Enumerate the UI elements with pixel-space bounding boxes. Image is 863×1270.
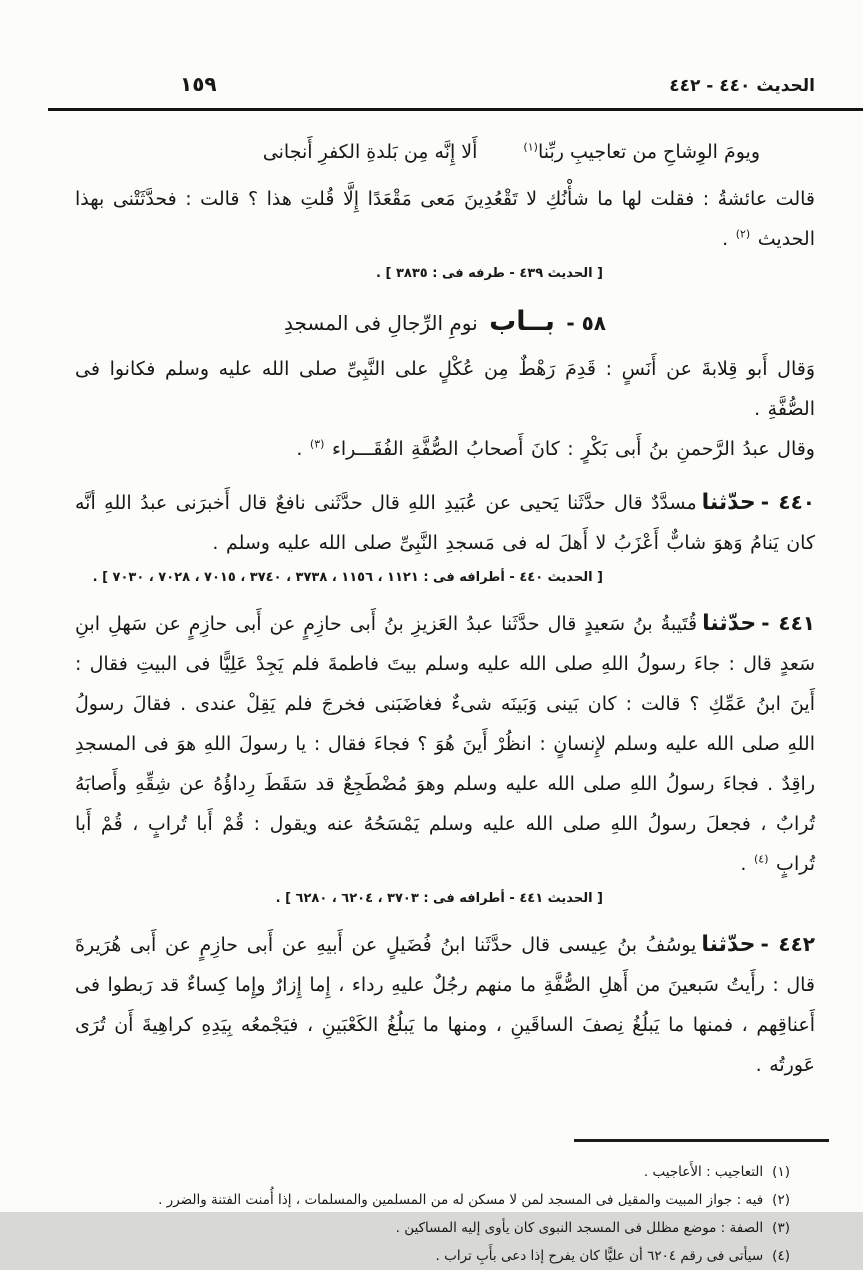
page-number: ١٥٩ bbox=[180, 72, 217, 96]
chapter-heading bbox=[75, 300, 815, 345]
hadith-440-reference: [ الحديث ٤٤٠ - أطرافه فى : ١١٢١ ، ١١٥٦ ، ٣٧٣٨ ، ٣٧٤٠ ، ٧٠١٥ ، ٧٠٢٨ ، ٧٠٣٠ ] . bbox=[92, 570, 603, 585]
footnote-1-marker: (١) bbox=[772, 1164, 790, 1180]
aisha-paragraph-text: قالت عائشةُ : فقلت لها ما شأْنُكِ لا تَقْعُدِينَ مَعى مَقْعَدًا إِلَّا قُلتِ هذا ؟ قالت : فحدَّثَتْنى بهذا الحديث bbox=[75, 188, 815, 250]
chapter-number: ٥٨ - bbox=[566, 311, 606, 335]
hadith-440 bbox=[75, 482, 815, 590]
hadith-442 bbox=[75, 924, 815, 1085]
footnote-3-marker: (٣) bbox=[772, 1220, 790, 1236]
chapter-title: نومِ الرِّجالِ فى المسجدِ bbox=[283, 311, 478, 335]
hadith-442-body: يوسُفُ بنُ عِيسى قال حدَّثَنا ابنُ فُضَيلٍ عن أَبيهِ عن أَبى حازِمٍ عن أَبى هُرَيرةَ قال : رأَيتُ سَبعينَ من أَهلِ الصُّفَّةِ ما منهم رجُلٌ عليهِ رداء ، إِما إِزارٌ وإِما كِساءٌ قد رَبطوا فى أَعناقِهم ، فمنها ما يَبلُغُ نِصفَ الساقَينِ ، ومنها ما يَبلُغُ الكَعْبَينِ ، فيَجْمعُه بِيَدِهِ كراهِيةَ أَن تُرَى عَورتُه . bbox=[75, 934, 815, 1076]
footnote-separator bbox=[574, 1139, 829, 1142]
footnote-marker-2: (٢) bbox=[735, 227, 751, 241]
hadith-441 bbox=[75, 603, 815, 911]
hadith-440-body: مسدَّدٌ قال حدَّثَنا يَحيى عن عُبَيدِ اللهِ قال حدَّثَنى نافعٌ قال أَخبرَنى عبدُ اللهِ أنَّه كان يَنامُ وَهوَ شابٌّ أَعْزَبُ لا أَهلَ له فى مَسجدِ النَّبِىِّ صلى الله عليه وسلم . bbox=[75, 492, 815, 554]
footnote-2-text: فيه : جواز المبيت والمقيل فى المسجد لمن لا مسكن له من المسلمين والمسلمات ، إذا أُمنت الفتنة والضرر . bbox=[158, 1192, 764, 1208]
footnote-marker-4: (٤) bbox=[754, 852, 769, 866]
poetry-first-hemistich bbox=[523, 135, 760, 169]
hadith-440-text bbox=[75, 482, 815, 563]
footnote-marker-1: (١) bbox=[523, 140, 538, 154]
footnote-2-marker: (٢) bbox=[772, 1192, 790, 1208]
hadith-440-opening: حدّثنا bbox=[701, 490, 756, 515]
footnote-3-text: الصفة : موضع مظلل فى المسجد النبوى كان يأوى إليه المساكين . bbox=[395, 1220, 764, 1236]
running-head-hadith-range: الحديث ٤٤٠ - ٤٤٢ bbox=[669, 76, 815, 96]
footnote-3 bbox=[75, 1214, 790, 1242]
poetry-first-hemistich-text: ويومَ الوِشاحِ من تعاجيبِ ربِّنا bbox=[537, 141, 760, 163]
hadith-441-tail: . bbox=[740, 853, 754, 875]
footnote-4-text: سيأتى فى رقم ٦٢٠٤ أن عليًّا كان يفرح إذا دعى بأَبِ تراب . bbox=[435, 1248, 764, 1264]
hadith-442-text bbox=[75, 924, 815, 1085]
footnote-4-marker: (٤) bbox=[772, 1248, 790, 1264]
aisha-paragraph-tail: . bbox=[722, 228, 736, 250]
aisha-paragraph bbox=[75, 179, 815, 259]
muallaq-abdurrahman bbox=[75, 429, 815, 469]
footnote-1-text: التعاجيب : الأَعاجيب . bbox=[643, 1164, 764, 1180]
hadith-442-number: ٤٤٢ - bbox=[760, 932, 815, 956]
muallaq-abdurrahman-text: وقال عبدُ الرَّحمنِ بنُ أَبى بَكْرٍ : كانَ أَصحابُ الصُّفَّةِ الفُقَـــراء bbox=[324, 438, 815, 460]
hadith-441-body: قُتَيبةُ بنُ سَعيدٍ قال حدَّثَنا عبدُ العَزيزِ بنُ أَبى حازِمٍ عن أَبى حازِمٍ عن سَهلِ ابنِ سَعدٍ قال : جاءَ رسولُ اللهِ صلى الله عليه وسلم بيتَ فاطمةَ فلم يَجِدْ عَلِيًّا فى البيتِ فقال : أَينَ ابنُ عَمِّكِ ؟ قالت : كان بَينى وَبَينَه شىءٌ فغاضَبَنى فخرجَ فلم يَقِلْ عندى . فقالَ رسولُ اللهِ صلى الله عليه وسلم لإِنسانٍ : انظُرْ أَينَ هُوَ ؟ فجاءَ فقال : يا رسولَ اللهِ هوَ فى المسجدِ راقِدٌ . فجاءَ رسولُ اللهِ صلى الله عليه وسلم وهوَ مُضْطَجِعٌ قد سَقَطَ رِداؤُهُ عن شِقِّهِ وأَصابَهُ تُرابٌ ، فجعلَ رسولُ اللهِ صلى الله عليه وسلم يَمْسَحُهُ عنه ويقول : قُمْ أَبا تُرابٍ ، قُمْ أَبا تُرابٍ bbox=[75, 613, 815, 875]
footnote-1 bbox=[75, 1158, 790, 1186]
footnote-4 bbox=[75, 1242, 790, 1270]
poetry-verse bbox=[263, 135, 760, 169]
hadith-439-reference: [ الحديث ٤٣٩ - طرفه فى : ٣٨٣٥ ] . bbox=[376, 266, 603, 281]
bab-word: بــاب bbox=[489, 306, 555, 337]
muallaq-abdurrahman-tail: . bbox=[296, 438, 310, 460]
poetry-second-hemistich: أَلا إِنَّه مِن بَلدةِ الكفرِ أَنجانى bbox=[262, 141, 478, 163]
footnote-marker-3: (٣) bbox=[309, 437, 325, 451]
footnotes bbox=[75, 1158, 790, 1270]
hadith-441-text bbox=[75, 603, 815, 884]
muallaq-abu-qilaba: وَقال أَبو قِلابةَ عن أَنَسٍ : قَدِمَ رَهْطٌ مِن عُكْلٍ على النَّبِىِّ صلى الله عليه وسلم فكانوا فى الصُّفَّةِ . bbox=[75, 358, 815, 420]
page-header bbox=[48, 72, 863, 111]
hadith-441-opening: حدّثنا bbox=[702, 611, 757, 636]
hadith-441-number: ٤٤١ - bbox=[761, 611, 815, 635]
hadith-441-reference: [ الحديث ٤٤١ - أطرافه فى : ٣٧٠٣ ، ٦٢٠٤ ، ٦٢٨٠ ] . bbox=[275, 891, 603, 906]
hadith-440-number: ٤٤٠ - bbox=[760, 490, 815, 514]
footnote-2 bbox=[75, 1186, 790, 1214]
hadith-442-opening: حدّثنا bbox=[701, 932, 756, 957]
